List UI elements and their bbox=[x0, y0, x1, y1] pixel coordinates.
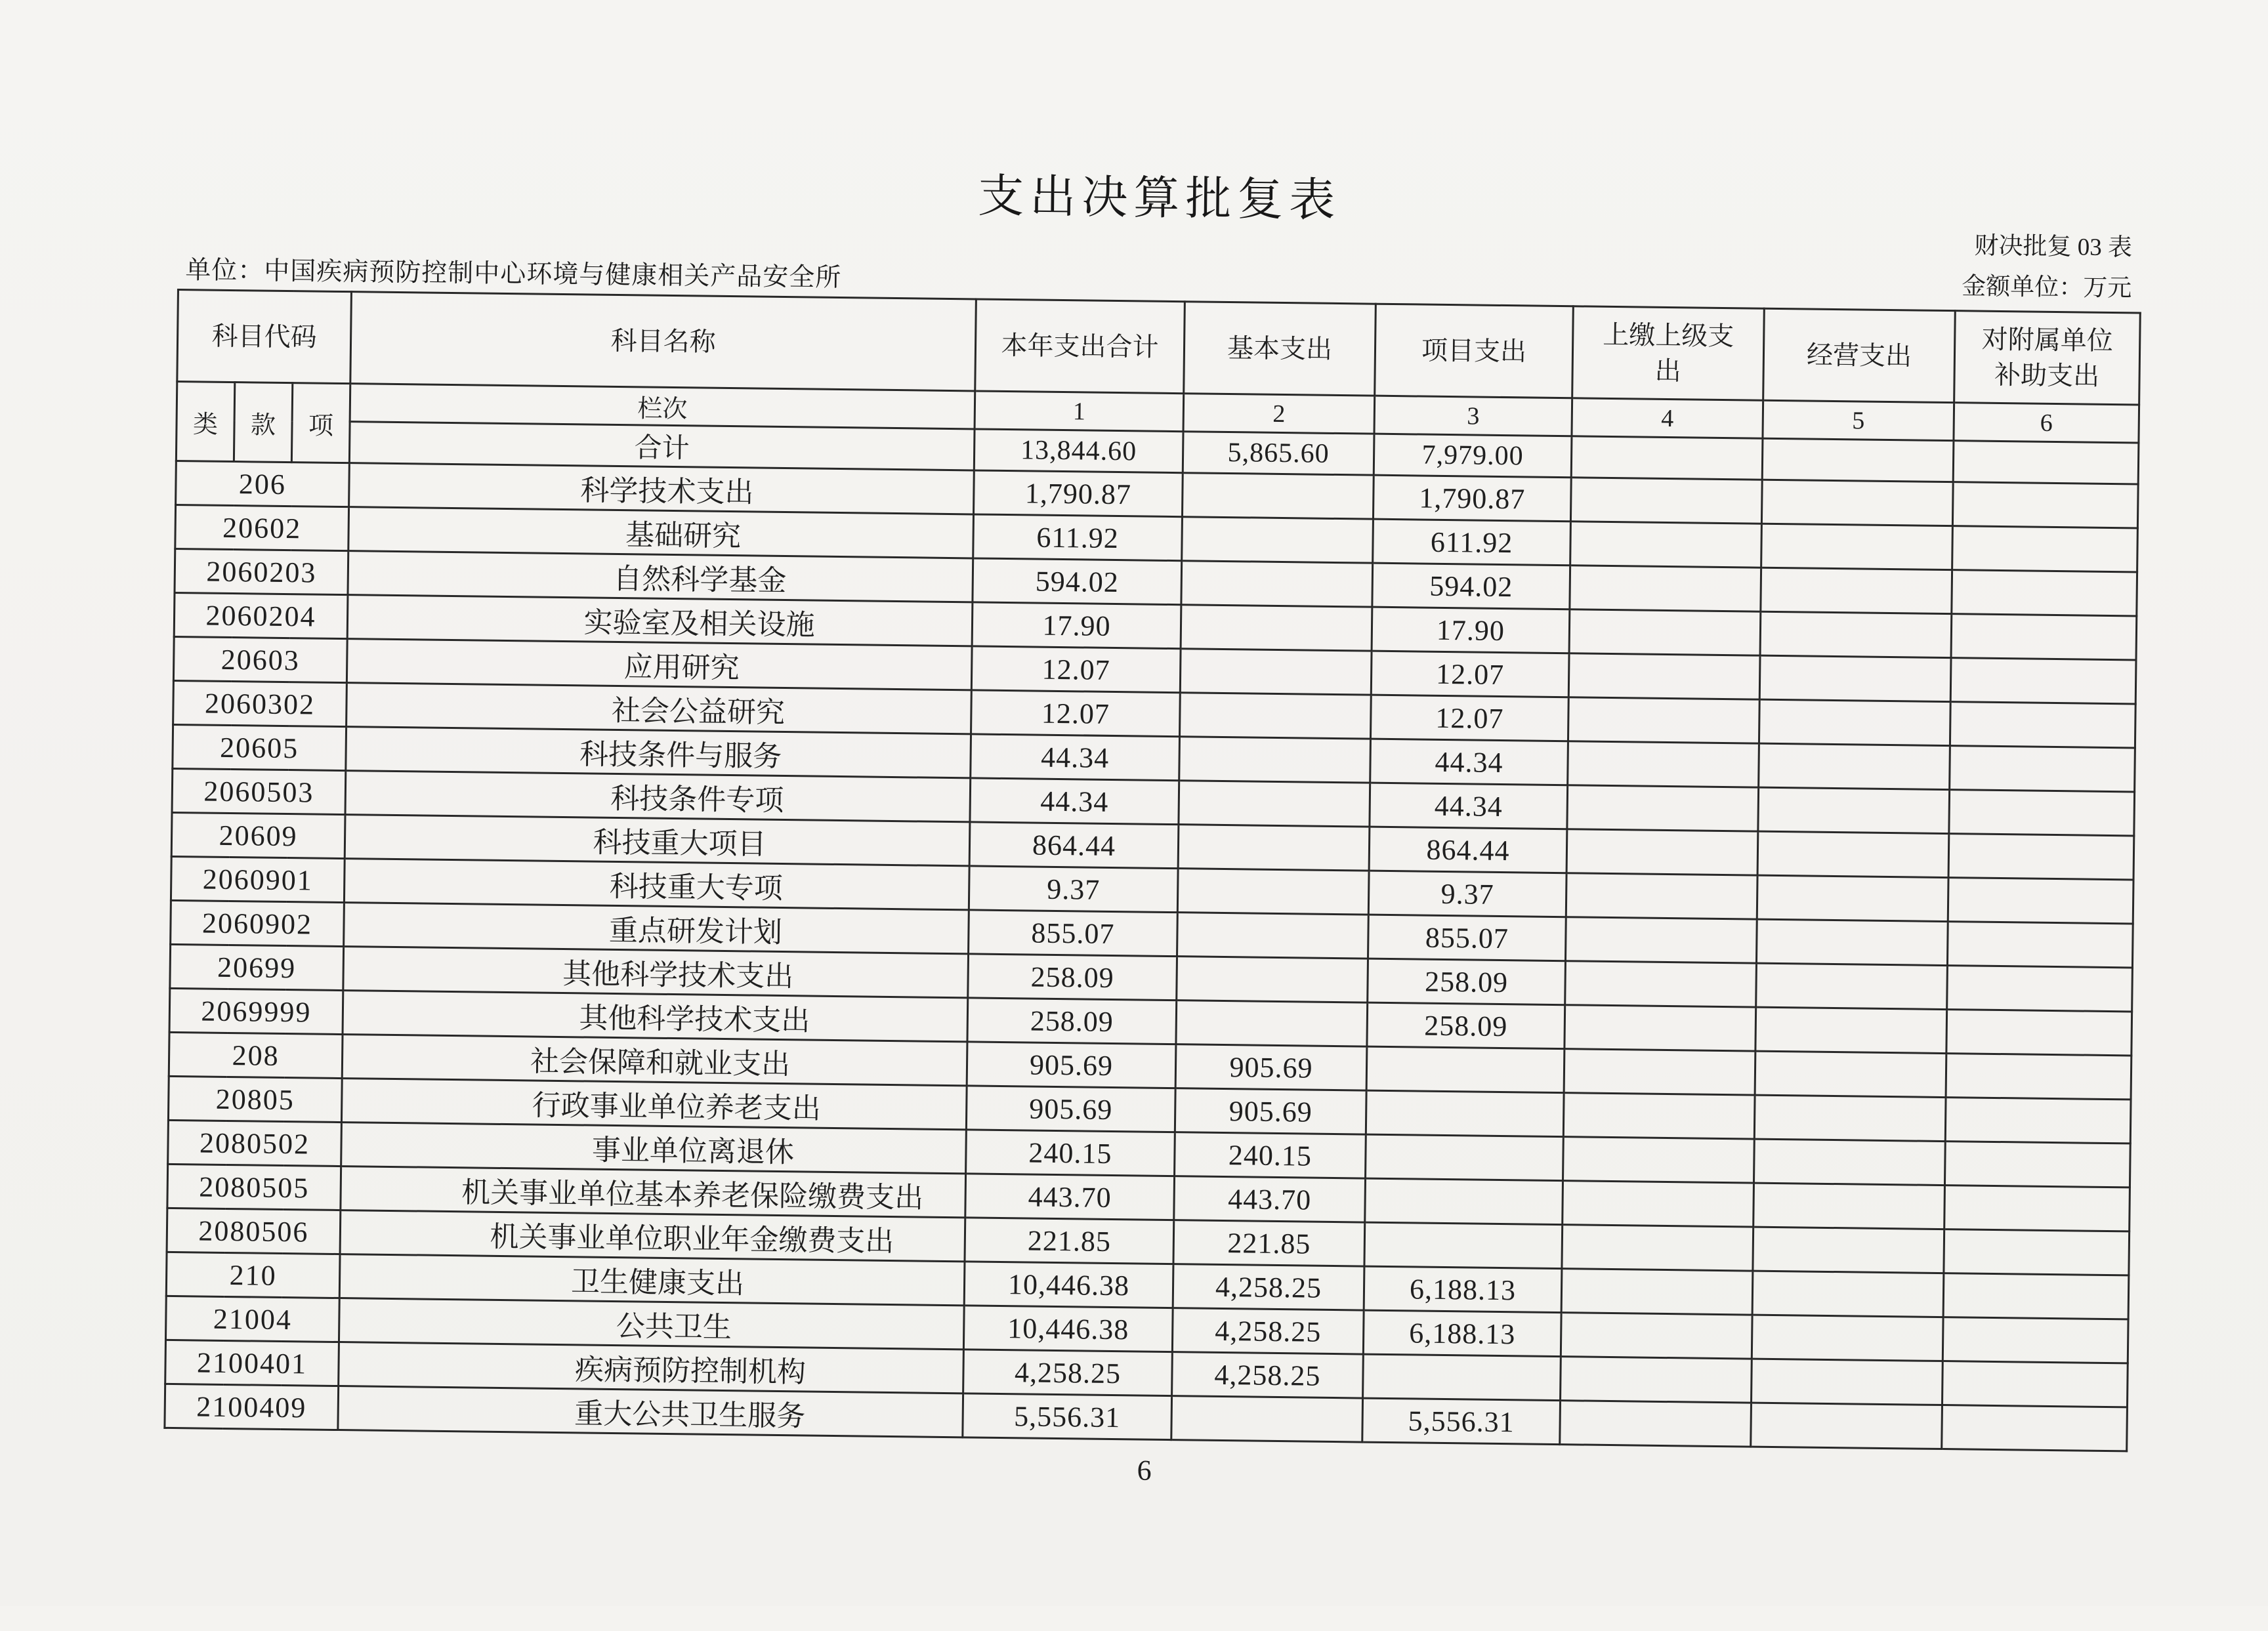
cell-total: 611.92 bbox=[973, 514, 1183, 561]
form-code-label: 财决批复 03 表 bbox=[1974, 232, 2133, 262]
cell-subsidy bbox=[1952, 526, 2138, 572]
cell-name: 重大公共卫生服务 bbox=[338, 1386, 963, 1437]
cell-basic bbox=[1182, 517, 1374, 563]
cell-total: 258.09 bbox=[968, 954, 1177, 1001]
cell-name: 疾病预防控制机构 bbox=[339, 1342, 964, 1394]
cell-operating bbox=[1760, 611, 1952, 657]
cell-subsidy bbox=[1949, 790, 2135, 836]
cell-operating bbox=[1759, 743, 1950, 789]
cell-code: 20805 bbox=[168, 1076, 342, 1122]
cell-upper bbox=[1570, 478, 1762, 524]
lanci-label: 栏次 bbox=[350, 384, 975, 429]
cell-name: 机关事业单位基本养老保险缴费支出 bbox=[341, 1166, 966, 1218]
cell-project: 258.09 bbox=[1368, 959, 1566, 1005]
cell-basic: 905.69 bbox=[1175, 1088, 1366, 1134]
cell-basic: 240.15 bbox=[1175, 1132, 1366, 1178]
col-number-3: 3 bbox=[1374, 396, 1572, 436]
total-upper bbox=[1571, 436, 1763, 480]
cell-name: 机关事业单位职业年金缴费支出 bbox=[340, 1210, 965, 1262]
cell-basic bbox=[1178, 825, 1370, 871]
cell-project: 44.34 bbox=[1370, 783, 1568, 829]
expenditure-table bbox=[163, 289, 2141, 1452]
cell-code: 20609 bbox=[171, 812, 345, 858]
cell-project: 1,790.87 bbox=[1373, 475, 1571, 522]
cell-subsidy bbox=[1950, 746, 2135, 792]
cell-upper bbox=[1570, 522, 1762, 568]
cell-operating bbox=[1756, 919, 1948, 965]
cell-code: 2080502 bbox=[168, 1120, 342, 1166]
cell-operating bbox=[1752, 1359, 1943, 1405]
cell-upper bbox=[1564, 1005, 1756, 1051]
cell-operating bbox=[1761, 480, 1953, 526]
cell-operating bbox=[1761, 524, 1953, 569]
total-project: 7,979.00 bbox=[1374, 434, 1572, 478]
cell-total: 10,446.38 bbox=[963, 1306, 1173, 1352]
cell-basic: 221.85 bbox=[1173, 1220, 1365, 1266]
cell-code: 2080506 bbox=[167, 1208, 341, 1254]
header-project-col: 项目支出 bbox=[1375, 304, 1574, 398]
cell-total: 221.85 bbox=[965, 1218, 1174, 1264]
cell-upper bbox=[1563, 1093, 1755, 1139]
cell-upper bbox=[1565, 961, 1757, 1007]
cell-operating bbox=[1761, 568, 1952, 613]
cell-basic bbox=[1181, 561, 1373, 607]
cell-total: 5,556.31 bbox=[963, 1394, 1172, 1440]
cell-total: 258.09 bbox=[967, 998, 1177, 1044]
cell-operating bbox=[1751, 1403, 1942, 1449]
cell-basic bbox=[1177, 957, 1368, 1002]
cell-subsidy bbox=[1943, 1273, 2129, 1319]
cell-basic bbox=[1176, 1001, 1368, 1046]
cell-subsidy bbox=[1947, 922, 2133, 968]
cell-upper bbox=[1568, 697, 1759, 743]
page-number: 6 bbox=[1137, 1454, 1152, 1487]
cell-operating bbox=[1752, 1315, 1943, 1361]
cell-total: 443.70 bbox=[965, 1174, 1175, 1220]
cell-total: 905.69 bbox=[966, 1086, 1175, 1132]
cell-subsidy bbox=[1942, 1361, 2128, 1407]
subcol-kuan: 款 bbox=[234, 382, 292, 463]
cell-operating bbox=[1759, 699, 1950, 745]
col-number-1: 1 bbox=[975, 391, 1184, 432]
cell-code: 2080505 bbox=[167, 1164, 341, 1210]
cell-total: 12.07 bbox=[971, 690, 1181, 737]
header-subsidy-label: 对附属单位补助支出 bbox=[1981, 324, 2114, 391]
cell-basic bbox=[1179, 737, 1371, 783]
cell-project: 12.07 bbox=[1371, 651, 1569, 697]
cell-name: 重点研发计划 bbox=[344, 903, 969, 954]
cell-operating bbox=[1757, 875, 1948, 921]
cell-subsidy bbox=[1950, 658, 2136, 704]
cell-upper bbox=[1567, 785, 1759, 831]
cell-upper bbox=[1560, 1401, 1752, 1447]
cell-basic: 4,258.25 bbox=[1172, 1308, 1364, 1354]
cell-name: 行政事业单位养老支出 bbox=[341, 1079, 967, 1130]
total-label: 合计 bbox=[349, 422, 975, 470]
cell-code: 20699 bbox=[170, 944, 344, 990]
cell-operating bbox=[1755, 1051, 1946, 1097]
cell-upper bbox=[1564, 1049, 1755, 1095]
cell-code: 21004 bbox=[165, 1296, 339, 1342]
cell-name: 其他科学技术支出 bbox=[343, 947, 969, 998]
cell-subsidy bbox=[1944, 1142, 2130, 1187]
cell-operating bbox=[1754, 1095, 1946, 1141]
subcol-xiang: 项 bbox=[291, 383, 350, 463]
total-amount: 13,844.60 bbox=[974, 429, 1183, 473]
cell-basic bbox=[1179, 781, 1370, 827]
cell-name: 社会保障和就业支出 bbox=[342, 1035, 967, 1086]
cell-project: 12.07 bbox=[1371, 695, 1569, 741]
page-title: 支出决算批复表 bbox=[977, 171, 1341, 227]
cell-subsidy bbox=[1952, 570, 2137, 616]
cell-project bbox=[1365, 1178, 1563, 1225]
cell-name: 科学技术支出 bbox=[349, 463, 975, 514]
subcol-lei: 类 bbox=[176, 382, 234, 462]
cell-subsidy bbox=[1950, 702, 2135, 748]
cell-total: 905.69 bbox=[967, 1042, 1176, 1088]
cell-total: 240.15 bbox=[966, 1130, 1175, 1176]
total-operating bbox=[1762, 438, 1954, 482]
cell-name: 其他科学技术支出 bbox=[343, 991, 968, 1042]
cell-subsidy bbox=[1947, 966, 2133, 1012]
cell-code: 2069999 bbox=[169, 988, 343, 1034]
cell-project bbox=[1366, 1046, 1564, 1093]
col-number-4: 4 bbox=[1572, 398, 1763, 438]
cell-operating bbox=[1754, 1139, 1946, 1185]
cell-name: 科技条件专项 bbox=[345, 771, 971, 822]
cell-upper bbox=[1561, 1357, 1752, 1403]
cell-project: 594.02 bbox=[1372, 563, 1570, 609]
cell-code: 2060204 bbox=[174, 592, 348, 638]
cell-subsidy bbox=[1952, 482, 2138, 528]
cell-name: 应用研究 bbox=[346, 639, 972, 690]
cell-project: 611.92 bbox=[1373, 519, 1571, 566]
cell-subsidy bbox=[1944, 1229, 2130, 1275]
cell-name: 自然科学基金 bbox=[348, 551, 973, 602]
cell-basic bbox=[1181, 605, 1372, 651]
cell-total: 17.90 bbox=[972, 602, 1181, 649]
cell-subsidy bbox=[1946, 1010, 2132, 1056]
header-upper-col bbox=[1572, 306, 1765, 400]
total-basic: 5,865.60 bbox=[1183, 432, 1374, 475]
cell-code: 2060503 bbox=[172, 768, 346, 814]
cell-total: 44.34 bbox=[971, 734, 1180, 781]
cell-subsidy bbox=[1942, 1317, 2128, 1363]
cell-upper bbox=[1563, 1137, 1755, 1183]
header-subject-name: 科目名称 bbox=[350, 292, 976, 391]
cell-operating bbox=[1756, 963, 1948, 1009]
col-number-2: 2 bbox=[1183, 394, 1375, 434]
cell-upper bbox=[1569, 609, 1761, 655]
cell-project bbox=[1366, 1134, 1564, 1181]
unit-label: 单位：中国疾病预防控制中心环境与健康相关产品安全所 bbox=[185, 256, 842, 293]
header-basic-col: 基本支出 bbox=[1184, 302, 1376, 396]
cell-code: 2100409 bbox=[165, 1384, 339, 1430]
cell-upper bbox=[1570, 566, 1761, 611]
cell-operating bbox=[1758, 787, 1950, 833]
cell-project: 855.07 bbox=[1368, 915, 1566, 961]
cell-basic bbox=[1177, 913, 1369, 959]
cell-upper bbox=[1568, 653, 1760, 699]
cell-upper bbox=[1561, 1269, 1753, 1315]
cell-project: 6,188.13 bbox=[1364, 1266, 1562, 1313]
cell-upper bbox=[1566, 829, 1758, 875]
cell-code: 210 bbox=[166, 1252, 340, 1298]
cell-code: 20603 bbox=[173, 636, 347, 682]
total-subsidy bbox=[1953, 441, 2139, 484]
cell-basic: 443.70 bbox=[1174, 1176, 1366, 1222]
cell-name: 实验室及相关设施 bbox=[347, 595, 973, 646]
cell-project: 6,188.13 bbox=[1363, 1310, 1561, 1357]
header-total-col: 本年支出合计 bbox=[975, 299, 1185, 394]
cell-total: 594.02 bbox=[973, 558, 1182, 605]
cell-code: 20605 bbox=[173, 724, 346, 770]
cell-subsidy bbox=[1948, 878, 2133, 924]
cell-name: 科技重大项目 bbox=[345, 815, 970, 866]
cell-basic: 4,258.25 bbox=[1172, 1352, 1364, 1398]
cell-basic bbox=[1182, 473, 1374, 519]
cell-code: 208 bbox=[169, 1032, 343, 1078]
cell-basic bbox=[1171, 1396, 1363, 1442]
cell-total: 4,258.25 bbox=[963, 1350, 1173, 1396]
cell-total: 864.44 bbox=[969, 822, 1179, 869]
cell-subsidy bbox=[1951, 614, 2137, 660]
cell-project: 864.44 bbox=[1369, 827, 1567, 873]
cell-upper bbox=[1562, 1225, 1754, 1271]
cell-upper bbox=[1566, 873, 1757, 919]
cell-subsidy bbox=[1944, 1186, 2130, 1231]
amount-unit-label: 金额单位：万元 bbox=[1961, 273, 2132, 302]
cell-basic bbox=[1180, 693, 1372, 739]
cell-upper bbox=[1561, 1313, 1752, 1359]
cell-project: 44.34 bbox=[1370, 739, 1568, 785]
cell-code: 206 bbox=[176, 461, 350, 506]
cell-basic: 905.69 bbox=[1175, 1044, 1367, 1090]
cell-project: 258.09 bbox=[1367, 1002, 1565, 1049]
cell-upper bbox=[1568, 741, 1759, 787]
cell-basic bbox=[1177, 869, 1369, 915]
cell-project: 17.90 bbox=[1372, 607, 1570, 653]
cell-name: 社会公益研究 bbox=[346, 683, 972, 734]
cell-project bbox=[1366, 1090, 1564, 1137]
cell-name: 公共卫生 bbox=[339, 1298, 964, 1350]
cell-basic: 4,258.25 bbox=[1173, 1264, 1364, 1310]
cell-operating bbox=[1752, 1271, 1944, 1317]
cell-project: 9.37 bbox=[1368, 871, 1566, 917]
col-number-6: 6 bbox=[1954, 403, 2139, 443]
cell-subsidy bbox=[1946, 1054, 2132, 1100]
cell-project bbox=[1363, 1354, 1561, 1401]
cell-basic bbox=[1180, 649, 1372, 695]
cell-code: 2060902 bbox=[171, 900, 345, 946]
header-operating-col: 经营支出 bbox=[1763, 308, 1956, 402]
cell-total: 12.07 bbox=[971, 646, 1181, 693]
cell-code: 2060302 bbox=[173, 680, 347, 726]
cell-subsidy bbox=[1948, 834, 2134, 880]
header-upper-label: 上缴上级支出 bbox=[1603, 320, 1734, 386]
cell-total: 44.34 bbox=[970, 778, 1179, 825]
col-number-5: 5 bbox=[1763, 400, 1954, 440]
cell-project bbox=[1364, 1222, 1563, 1269]
cell-operating bbox=[1755, 1007, 1947, 1053]
cell-total: 10,446.38 bbox=[964, 1262, 1173, 1308]
cell-upper bbox=[1566, 917, 1757, 963]
header-subsidy-col bbox=[1954, 311, 2141, 405]
cell-code: 20602 bbox=[175, 505, 349, 550]
cell-name: 科技重大专项 bbox=[344, 859, 969, 910]
cell-total: 9.37 bbox=[969, 866, 1178, 913]
cell-name: 科技条件与服务 bbox=[346, 727, 971, 778]
cell-project: 5,556.31 bbox=[1362, 1398, 1561, 1445]
cell-operating bbox=[1753, 1227, 1944, 1273]
cell-code: 2100401 bbox=[165, 1340, 339, 1386]
cell-code: 2060901 bbox=[171, 856, 345, 902]
cell-total: 855.07 bbox=[969, 910, 1178, 957]
cell-subsidy bbox=[1942, 1405, 2128, 1451]
cell-operating bbox=[1754, 1183, 1945, 1229]
cell-total: 1,790.87 bbox=[974, 470, 1183, 517]
cell-upper bbox=[1563, 1181, 1754, 1227]
cell-subsidy bbox=[1945, 1098, 2131, 1144]
cell-name: 卫生健康支出 bbox=[339, 1254, 965, 1306]
cell-operating bbox=[1759, 655, 1951, 701]
header-subject-code: 科目代码 bbox=[177, 290, 352, 384]
cell-code: 2060203 bbox=[175, 548, 348, 594]
cell-name: 基础研究 bbox=[348, 507, 974, 558]
cell-name: 事业单位离退休 bbox=[341, 1123, 967, 1174]
cell-operating bbox=[1757, 831, 1949, 877]
